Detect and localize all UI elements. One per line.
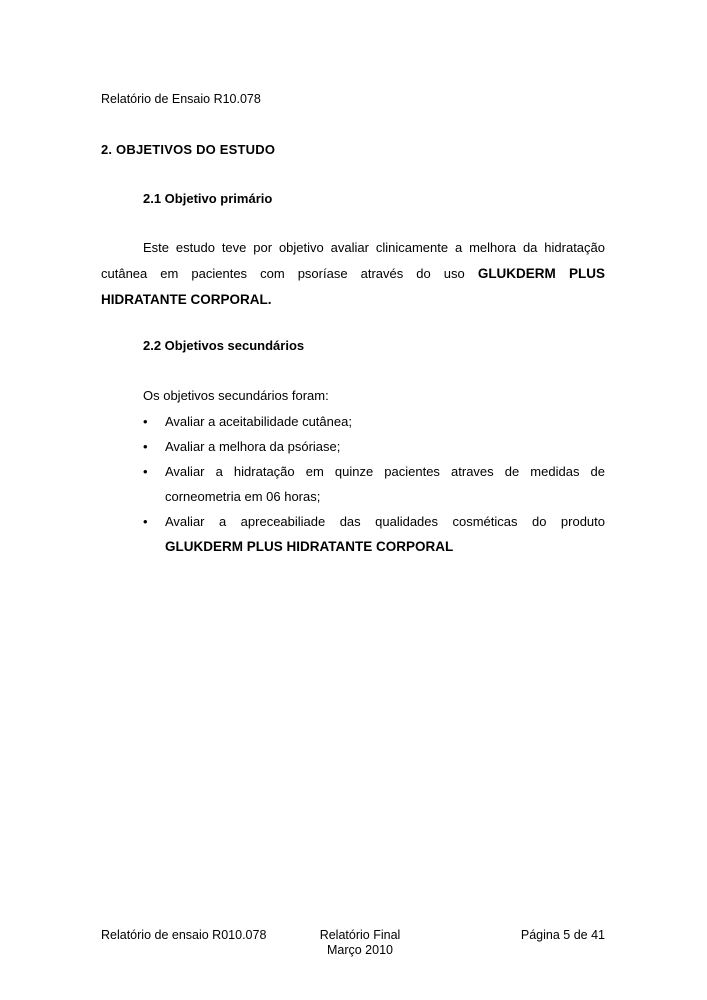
footer-report-type: Relatório Final Março 2010 (300, 928, 420, 958)
page-header: Relatório de Ensaio R10.078 (101, 92, 261, 106)
footer-date: Março 2010 (326, 943, 393, 957)
product-name: GLUKDERM PLUS HIDRATANTE CORPORAL (165, 539, 454, 554)
page-number: Página 5 de 41 (520, 928, 605, 942)
bullet-icon: • (143, 514, 148, 529)
primary-objective-text: Este estudo teve por objetivo avaliar clinicamente a melhora da hidratação cutânea em pacientes com psoríase através do uso (101, 240, 605, 281)
bullet-icon: • (143, 464, 148, 479)
list-item: • Avaliar a melhora da psóriase; (143, 434, 605, 459)
secondary-objectives-intro: Os objetivos secundários foram: (143, 388, 329, 403)
primary-objective-heading: 2.1 Objetivo primário (143, 191, 273, 206)
section-title: 2. OBJETIVOS DO ESTUDO (101, 142, 276, 157)
bullet-icon: • (143, 439, 148, 454)
product-name: GLUKDERM PLUS HIDRATANTE CORPORAL. (101, 266, 605, 307)
list-item: • Avaliar a aceitabilidade cutânea; (143, 409, 605, 434)
footer-report-id: Relatório de ensaio R010.078 (101, 928, 267, 942)
secondary-objectives-list (143, 409, 605, 559)
bullet-icon: • (143, 414, 148, 429)
secondary-objectives-heading: 2.2 Objetivos secundários (143, 338, 305, 353)
list-item: • Avaliar a hidratação em quinze pacientes atraves de medidas de corneometria em 06 horas; (143, 459, 605, 509)
list-item: • Avaliar a apreceabiliade das qualidades cosméticas do produto GLUKDERM PLUS HIDRATANTE CORPORAL (143, 509, 605, 559)
primary-objective-paragraph (101, 235, 605, 313)
